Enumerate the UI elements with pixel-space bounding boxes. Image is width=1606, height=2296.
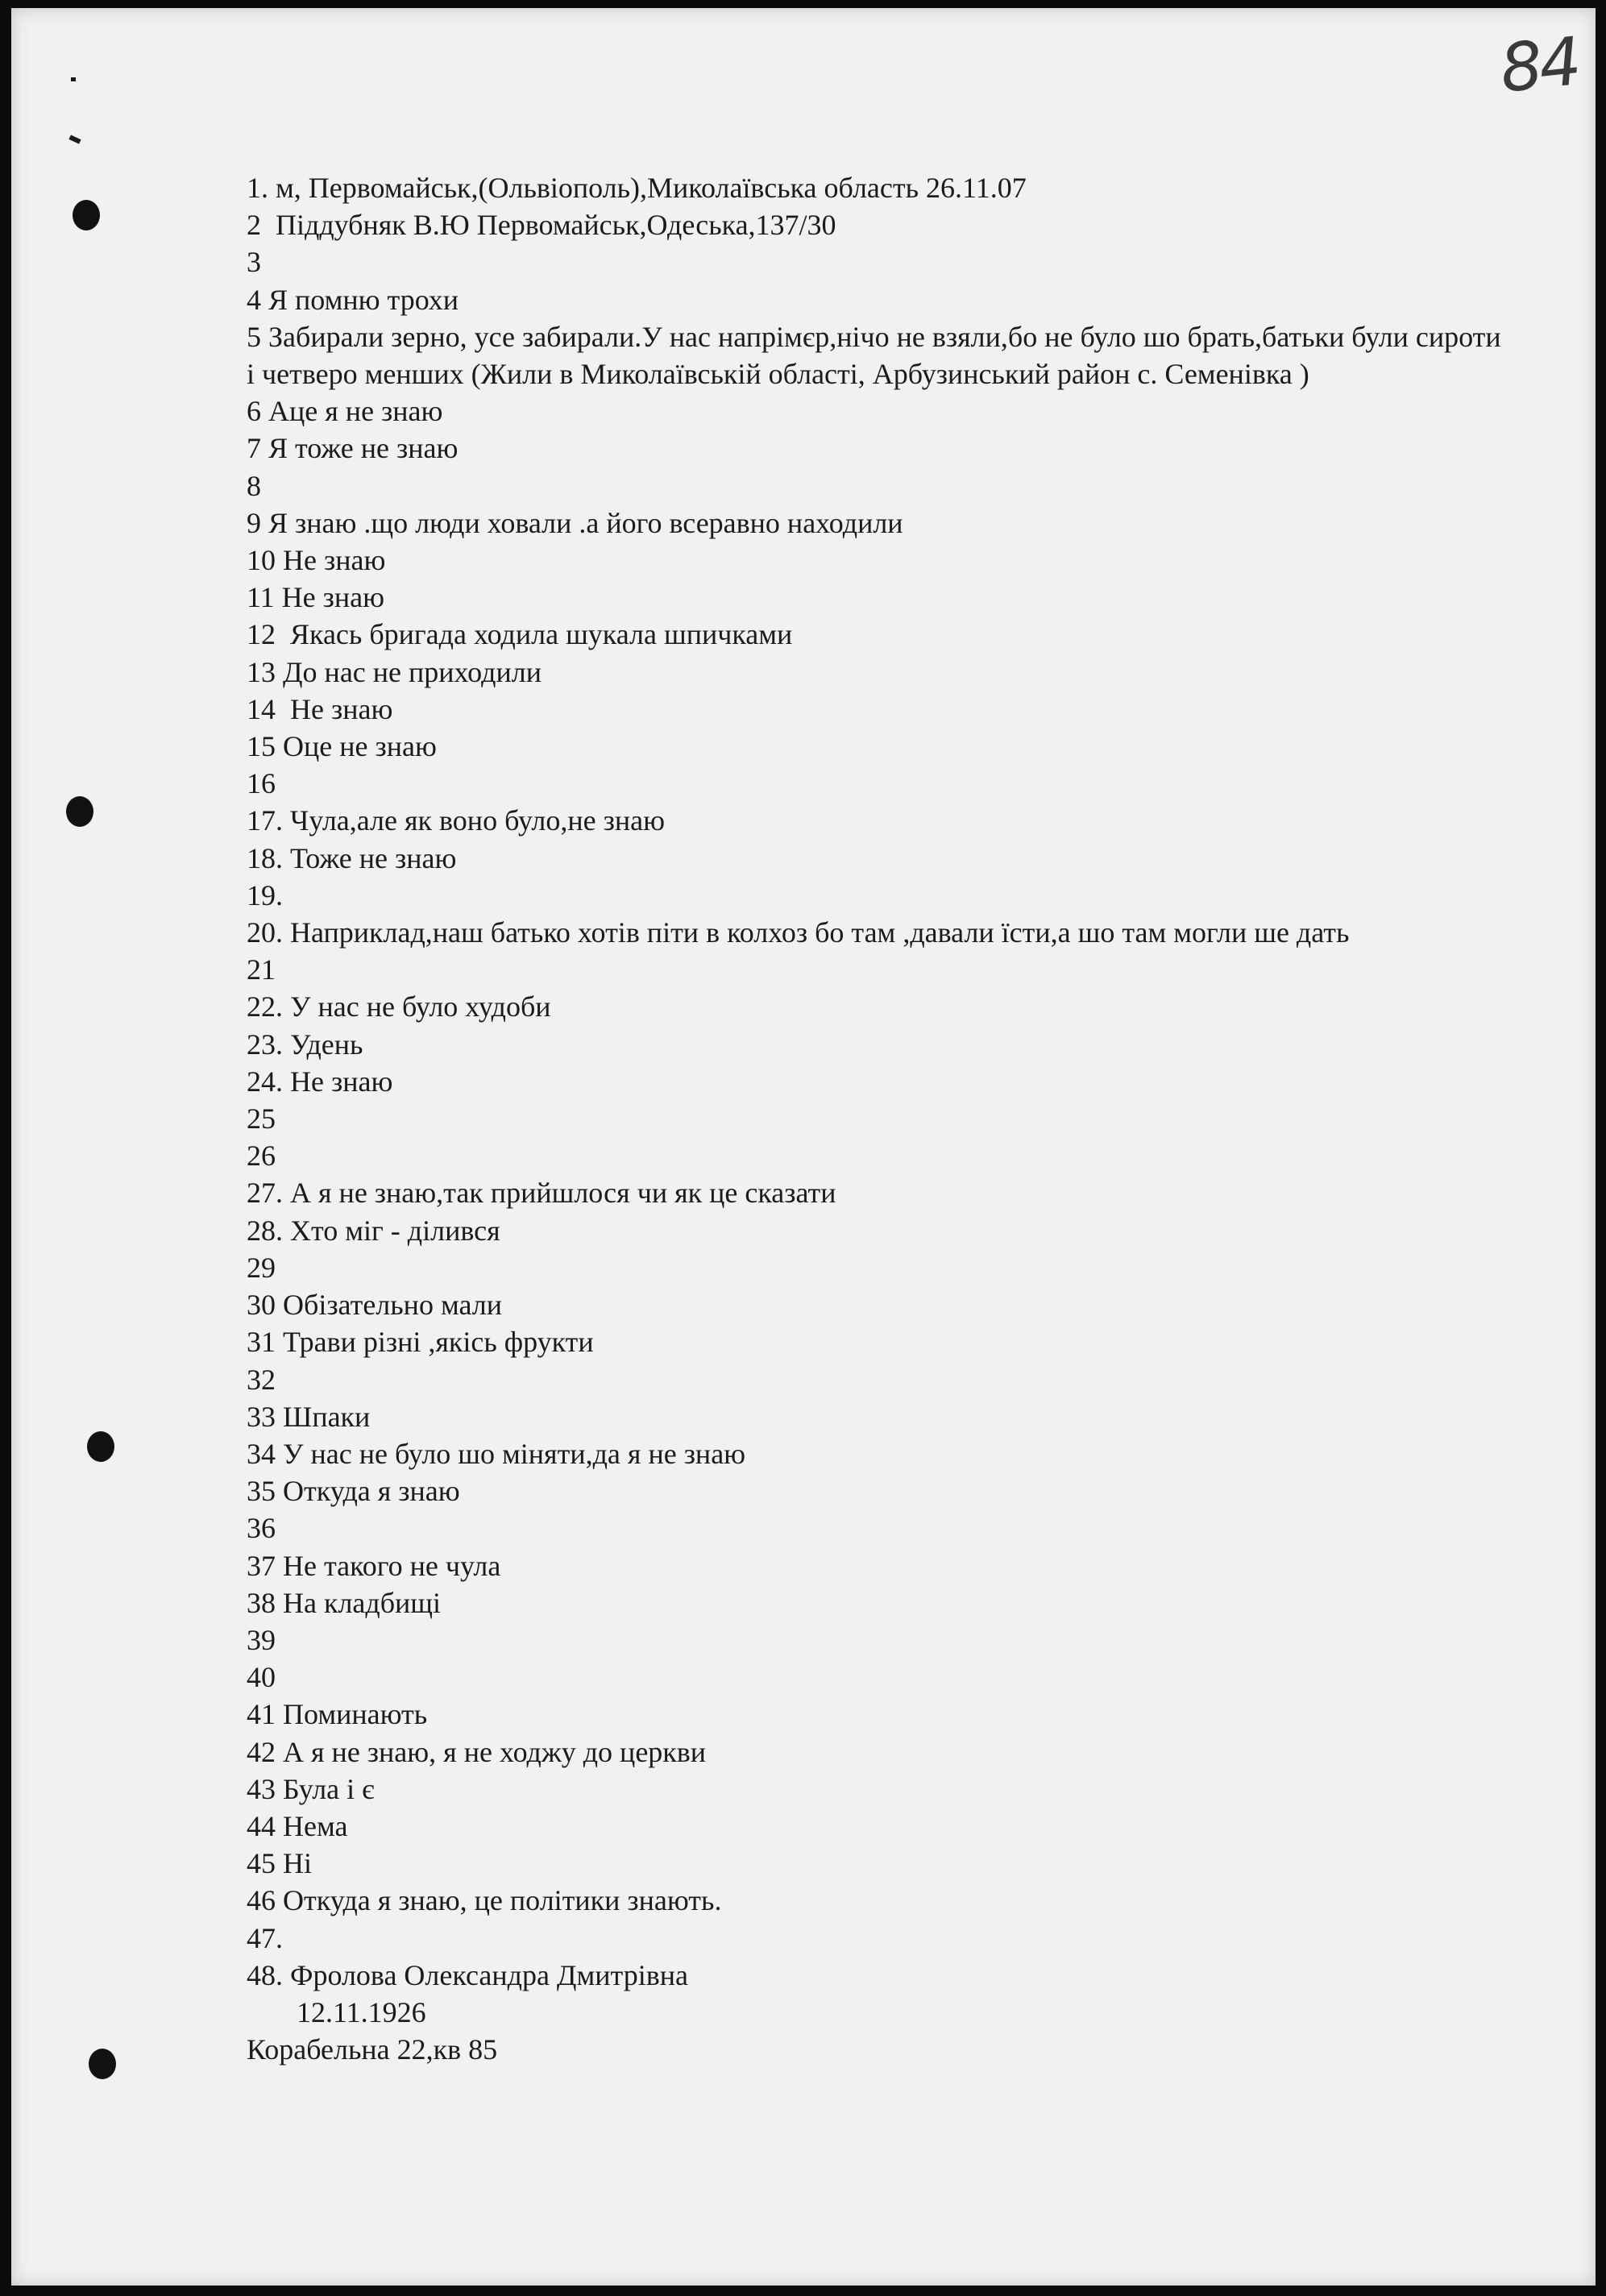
answer-line: 8 [247, 469, 261, 502]
punch-hole-icon [89, 2049, 116, 2079]
answer-line: 27. А я не знаю,так прийшлося чи як це сказати [247, 1177, 836, 1210]
answer-line: 33 Шпаки [247, 1400, 371, 1433]
respondent-address: Корабельна 22,кв 85 [247, 2033, 498, 2066]
answer-line: 5 Забирали зерно, усе забирали.У нас напрімєр,нічо не взяли,бо не було шо брать,батьки були сироти і четверо менших (Жили в Миколаївській області, Арбузинський район с. Семенівка ) [247, 320, 1501, 391]
answer-line: 4 Я помню трохи [247, 283, 459, 316]
answer-line: 1. м, Первомайськ,(Ольвіополь),Миколаївська область 26.11.07 [247, 172, 1027, 204]
answer-line: 18. Тоже не знаю [247, 841, 457, 874]
answer-line: 19. [247, 878, 283, 911]
answer-line: 32 [247, 1363, 276, 1396]
answer-line: 21 [247, 953, 276, 986]
answer-line: 24. Не знаю [247, 1065, 393, 1098]
answer-line: 3 [247, 246, 261, 279]
answer-line: 2 Піддубняк В.Ю Первомайськ,Одеська,137/30 [247, 209, 836, 242]
answer-line: 16 [247, 767, 276, 800]
answer-line: 13 До нас не приходили [247, 655, 542, 688]
answer-line: 41 Поминають [247, 1698, 428, 1731]
punch-hole-icon [87, 1431, 114, 1462]
answer-line: 22. У нас не було худоби [247, 990, 551, 1023]
answer-line: 40 [247, 1661, 276, 1694]
answer-line: 45 Ні [247, 1847, 312, 1880]
answer-line: 11 Не знаю [247, 581, 384, 614]
answer-line: 44 Нема [247, 1809, 348, 1842]
punch-hole-icon [73, 200, 100, 230]
answer-line: 38 На кладбищі [247, 1586, 442, 1619]
answer-line: 15 Оце не знаю [247, 730, 437, 763]
answer-line: 36 [247, 1512, 276, 1545]
answer-line: 9 Я знаю .що люди ховали .а його всеравно находили [247, 506, 903, 539]
respondent-birth-date: 12.11.1926 [297, 1995, 426, 2028]
answer-line: 28. Хто міг - ділився [247, 1214, 500, 1247]
punch-hole-icon [66, 796, 93, 827]
answer-line: 17. Чула,але як воно було,не знаю [247, 804, 665, 837]
answer-line: 39 [247, 1623, 276, 1656]
answer-line: 43 Була і є [247, 1772, 375, 1805]
speck-mark [68, 135, 81, 143]
handwritten-page-number: 84 [1496, 23, 1583, 108]
answer-line: 23. Удень [247, 1028, 363, 1061]
answer-line: 26 [247, 1140, 276, 1173]
answer-line: 42 А я не знаю, я не ходжу до церкви [247, 1735, 707, 1768]
answer-line: 20. Наприклад,наш батько хотів піти в колхоз бо там ,давали їсти,а шо там могли ше дать [247, 916, 1350, 949]
answer-line: 34 У нас не було шо міняти,да я не знаю [247, 1437, 746, 1470]
speck-mark [71, 77, 76, 81]
answer-line: 12 Якась бригада ходила шукала шпичками [247, 618, 793, 651]
answer-line: 47. [247, 1921, 283, 1954]
answer-line: 35 Откуда я знаю [247, 1475, 460, 1508]
questionnaire-answers [247, 169, 1504, 2068]
answer-line: 25 [247, 1102, 276, 1136]
answer-line: 6 Аце я не знаю [247, 395, 443, 428]
answer-line: 10 Не знаю [247, 544, 386, 577]
answer-line: 14 Не знаю [247, 692, 393, 725]
answer-line: 30 Обізательно мали [247, 1289, 503, 1322]
answer-line: 7 Я тоже не знаю [247, 432, 459, 465]
answer-line: 37 Не такого не чула [247, 1549, 501, 1582]
document-page [11, 8, 1596, 2286]
answer-line: 31 Трави різні ,якісь фрукти [247, 1326, 594, 1359]
respondent-name: 48. Фролова Олександра Дмитрівна [247, 1958, 688, 1991]
answer-line: 46 Откуда я знаю, це політики знають. [247, 1884, 722, 1917]
answer-line: 29 [247, 1251, 276, 1284]
